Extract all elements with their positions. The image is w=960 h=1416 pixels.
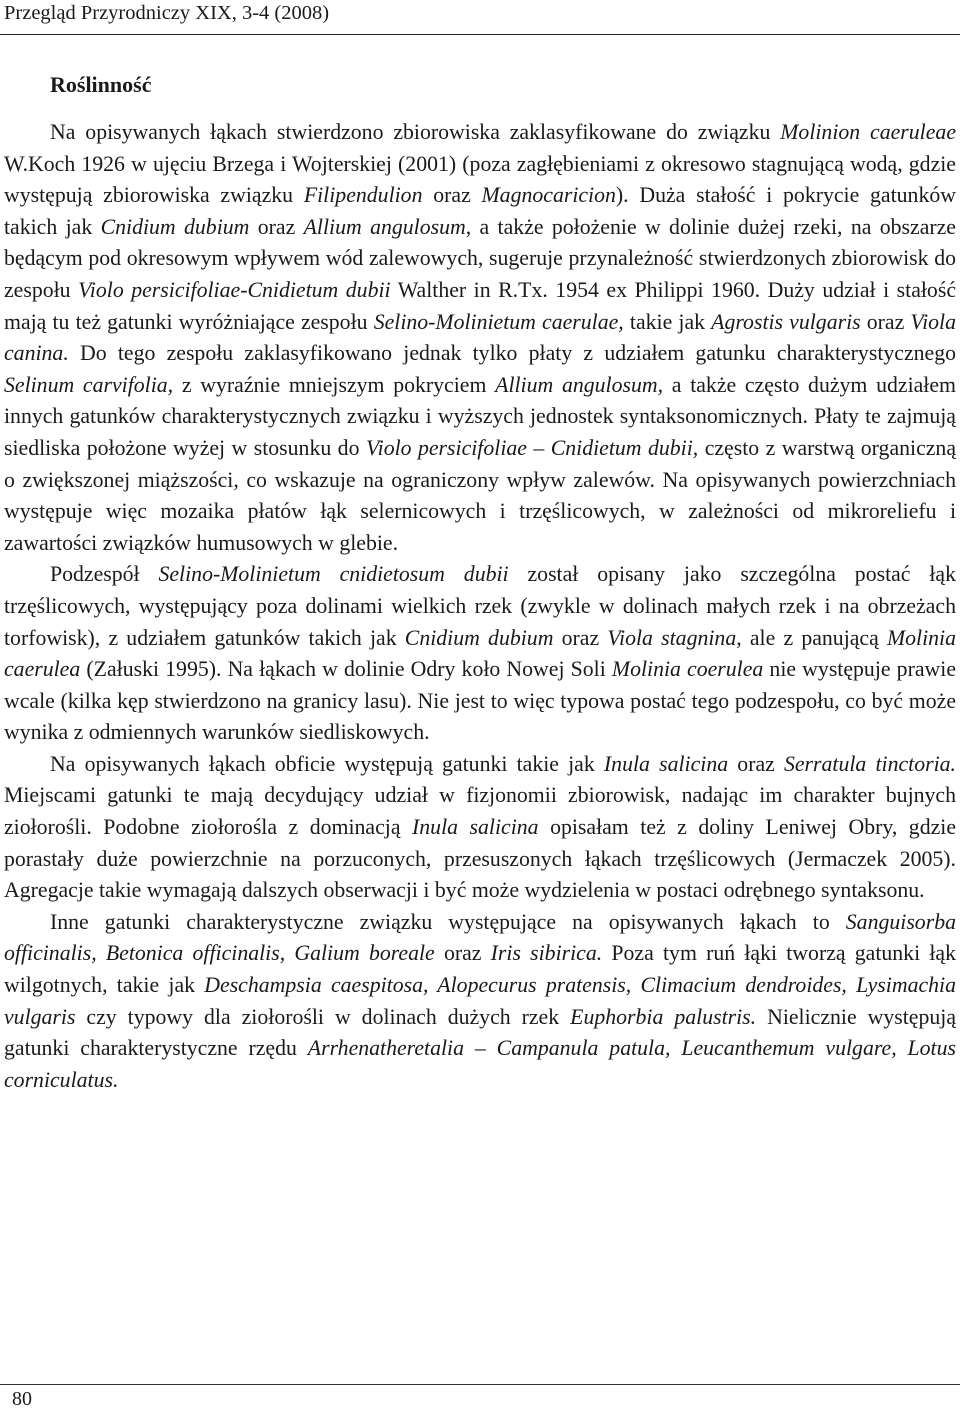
text-run: Na opisywanych łąkach stwierdzono zbiorowiska zaklasyfikowane do związku — [50, 120, 781, 144]
italic-taxon: Selino-Molinietum caerulae, — [373, 309, 624, 334]
italic-taxon: Magnocaricion — [481, 183, 616, 208]
text-run: , ale z panującą — [736, 625, 887, 650]
text-run: oraz — [249, 214, 304, 239]
text-run: Na opisywanych łąkach obficie występują gatunki takie jak — [50, 751, 604, 776]
footer-rule — [0, 1384, 960, 1385]
text-run: oraz — [860, 309, 911, 334]
italic-taxon: Violo persicifoliae – Cnidietum dubii, — [365, 435, 699, 460]
italic-taxon: Arrhenatheretalia – Campanula patula, Leucanthemum vulgare, Lotus corniculatus. — [4, 1036, 956, 1092]
italic-taxon: Iris sibirica. — [490, 941, 603, 966]
text-run: Nielicznie występują gatunki charakterystyczne rzędu — [4, 1004, 957, 1061]
italic-taxon: Agrostis vulgaris — [711, 309, 861, 334]
text-run: oraz — [553, 625, 608, 650]
paragraph — [4, 749, 956, 907]
text-run: takie jak — [623, 309, 712, 334]
text-run: został opisany jako szczególna postać łąk trzęślicowych, występujący poza dolinami wielkich rzek (zwykle w dolinach małych rzek i na obrzeżach torfowisk), z udziałem gatunków takich jak — [4, 562, 956, 650]
italic-taxon: Cnidium dubium — [100, 214, 250, 239]
text-run: Poza tym ruń łąki tworzą gatunki łąk wilgotnych, takie jak — [4, 941, 956, 998]
italic-taxon: Cnidium dubium — [404, 625, 554, 650]
text-run: (Załuski 1995). Na łąkach w dolinie Odry koło Nowej Soli — [80, 657, 612, 682]
page-number: 80 — [12, 1388, 32, 1410]
italic-taxon: Inula salicina — [412, 815, 539, 840]
header-rule — [0, 34, 960, 35]
italic-taxon: Serratula tinctoria. — [783, 751, 957, 776]
paragraph — [4, 907, 956, 1097]
paragraph — [4, 117, 956, 559]
text-run: a także często dużym udziałem innych gatunków charakterystycznych związku i wyższych jednostek syntaksonomicznych. Płaty te zajmują siedliska położone wyżej w stosunku do — [4, 372, 956, 460]
italic-taxon: Viola canina. — [4, 309, 957, 366]
italic-taxon: Deschampsia caespitosa, Alopecurus pratensis, Climacium dendroides, Lysimachia vulgaris — [4, 973, 956, 1029]
text-run: Inne gatunki charakterystyczne związku występujące na opisywanych łąkach to — [50, 909, 846, 934]
italic-taxon: Allium angulosum — [303, 214, 466, 239]
italic-taxon: Euphorbia palustris. — [570, 1004, 757, 1029]
text-run: ). Duża stałość i pokrycie gatunków takich jak — [4, 183, 956, 239]
text-run: Miejscami gatunki te mają decydujący udział w fizjonomii zbiorowisk, nadając im charakter bujnych ziołorośli. Podobne ziołorośla z dominacją — [4, 783, 956, 840]
italic-taxon: Molinion caeruleae — [780, 120, 956, 144]
text-run: oraz — [434, 941, 491, 966]
italic-taxon: Selino-Molinietum cnidietosum dubii — [158, 562, 509, 587]
italic-taxon: Violo persicifoliae-Cnidietum dubii — [78, 277, 391, 302]
italic-taxon: Allium angulosum, — [495, 372, 664, 397]
section-heading: Roślinność — [50, 72, 152, 97]
text-run: czy typowy dla ziołorośli w dolinach dużych rzek — [75, 1004, 571, 1029]
text-run: oraz — [422, 183, 482, 208]
italic-taxon: Molinia caerulea — [4, 625, 956, 682]
italic-taxon: Sanguisorba officinalis, Betonica officinalis, Galium boreale — [4, 909, 956, 966]
italic-taxon: Molinia coerulea — [611, 657, 764, 682]
text-run: często z warstwą organiczną o zwiększonej miąższości, co wskazuje na ograniczony wpływ zalewów. Na opisywanych powierzchniach występuje więc mozaika płatów łąk selernicowych i trzęślicowych, w zależności od mikroreliefu i zawartości związków humusowych w glebie. — [4, 435, 956, 555]
text-run: nie występuje prawie wcale (kilka kęp stwierdzono na granicy lasu). Nie jest to więc typowa postać tego podzespołu, co być może wynika z odmiennych warunków siedliskowych. — [4, 657, 956, 745]
text-run: opisałam też z doliny Leniwej Obry, gdzie porastały duże powierzchnie na porzuconych, przesuszonych łąkach trzęślicowych (Jermaczek 2005). Agregacje takie wymagają dalszych obserwacji i być może wydzielenia w postaci odrębnego syntaksonu. — [4, 815, 957, 903]
text-run: W.Koch 1926 w ujęciu Brzega i Wojterskiej (2001) (poza zagłębieniami z okresowo stagnującą wodą, gdzie występują zbiorowiska związku — [4, 151, 956, 208]
text-run: Podzespół — [50, 562, 159, 587]
text-run: , a także położenie w dolinie dużej rzeki, na obszarze będącym pod okresowym wpływem wód zalewowych, sugeruje przynależność stwierdzonych zbiorowisk do zespołu — [4, 214, 956, 302]
italic-taxon: Filipendulion — [303, 183, 423, 208]
text-run: oraz — [728, 751, 784, 776]
italic-taxon: Viola stagnina — [607, 625, 737, 650]
body-text — [4, 117, 956, 1096]
text-run: z wyraźnie mniejszym pokryciem — [173, 372, 496, 397]
italic-taxon: Selinum carvifolia, — [4, 372, 174, 397]
italic-taxon: Inula salicina — [603, 751, 729, 776]
running-header: Przegląd Przyrodniczy XIX, 3-4 (2008) — [4, 2, 330, 24]
text-run: Walther in R.Tx. 1954 ex Philippi 1960. Duży udział i stałość mają tu też gatunki wyróżniające zespołu — [4, 277, 956, 334]
text-run: Do tego zespołu zaklasyfikowano jednak tylko płaty z udziałem gatunku charakterystycznego — [68, 341, 956, 366]
paragraph — [4, 559, 956, 749]
